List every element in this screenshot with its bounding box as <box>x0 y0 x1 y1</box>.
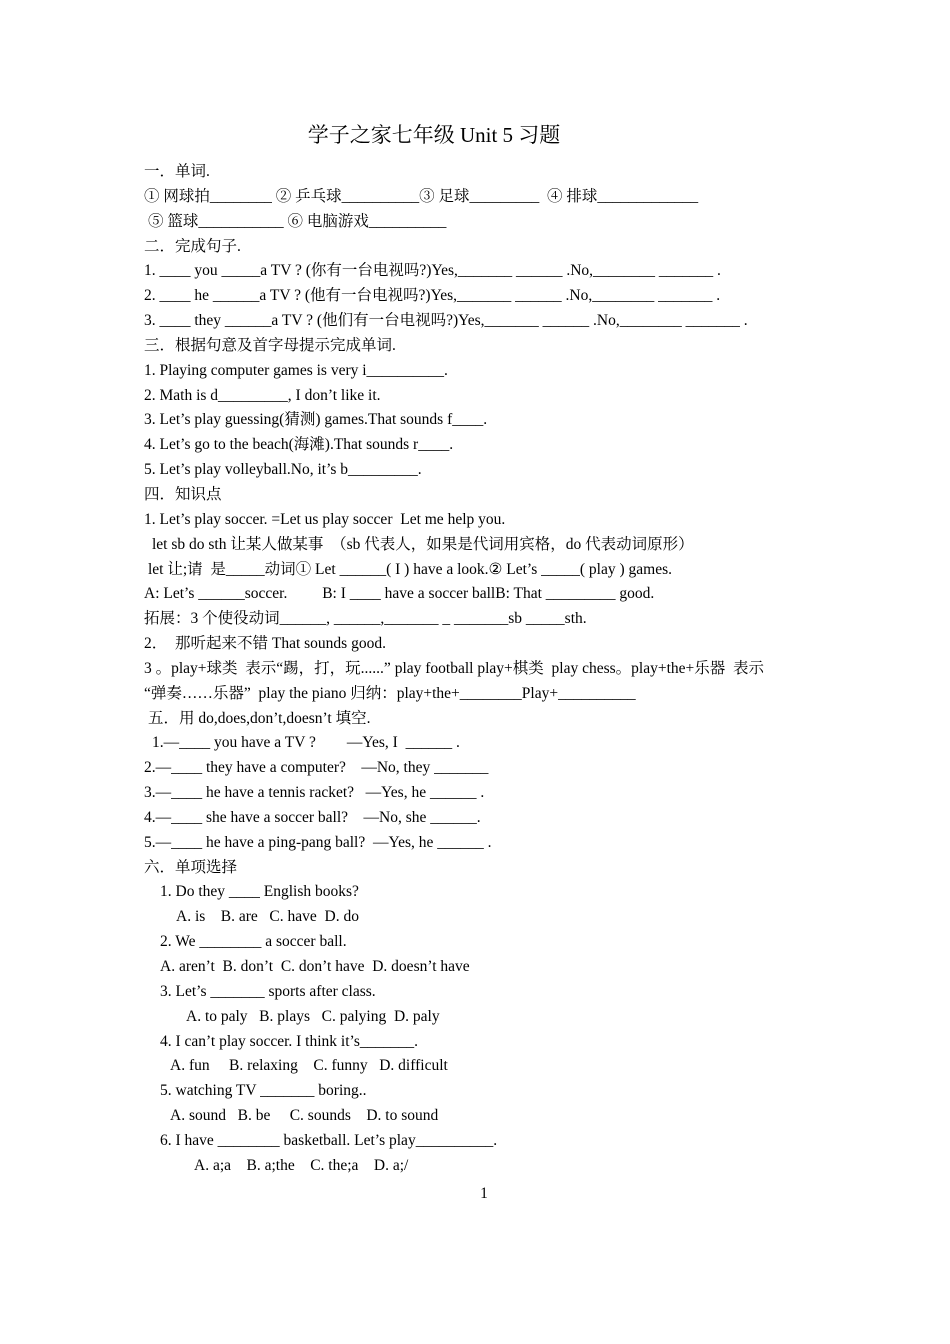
text-line: 5. watching TV _______ boring.. <box>160 1082 367 1100</box>
text-line: 一．单词. <box>144 163 210 180</box>
text-line: 5. Let’s play volleyball.No, it’s b_________. <box>144 461 422 479</box>
text-line: 2. We ________ a soccer ball. <box>160 933 347 951</box>
text-line: 1. Let’s play soccer. =Let us play soccer Let me help you. <box>144 510 506 528</box>
text-line: 四．知识点 <box>144 485 222 503</box>
text-line: 4. Let’s go to the beach(海滩).That sounds r____. <box>144 436 454 454</box>
text-line: A. fun B. relaxing C. funny D. difficult <box>170 1057 448 1075</box>
text-line: ⑤ 篮球___________ ⑥ 电脑游戏__________ <box>148 212 447 230</box>
text-line: 3. Let’s play guessing(猜测) games.That sounds f____. <box>144 411 488 429</box>
text-line: 1. Do they ____ English books? <box>160 883 359 901</box>
text-line: 1.—____ you have a TV ? —Yes, I ______ . <box>152 734 460 752</box>
text-line: A. to paly B. plays C. palying D. paly <box>186 1007 440 1025</box>
text-line: 4.—____ she have a soccer ball? —No, she ______. <box>144 808 481 826</box>
text-line: 1. ____ you _____a TV ? (你有一台电视吗?)Yes,_______ ______ .No,________ _______ . <box>144 262 721 280</box>
text-line: let sb do sth 让某人做某事 （sb 代表人，如果是代词用宾格，do 代表动词原形） <box>152 535 694 553</box>
text-line: A. sound B. be C. sounds D. to sound <box>170 1107 439 1125</box>
text-line: 2. Math is d_________, I don’t like it. <box>144 386 381 404</box>
text-line: 拓展：3 个使役动词______, ______,_______ _ _______sb _____sth. <box>144 610 587 628</box>
text-line: 六．单项选择 <box>144 858 238 876</box>
text-line: A. a;a B. a;the C. the;a D. a;/ <box>194 1156 409 1174</box>
text-line: 6. I have ________ basketball. Let’s play__________. <box>160 1131 498 1149</box>
text-line: 三．根据句意及首字母提示完成单词. <box>144 336 396 354</box>
text-line: 1. Playing computer games is very i__________. <box>144 361 448 379</box>
text-line: 3 。play+球类 表示“踢，打，玩......” play football play+棋类 play chess。play+the+乐器 表示 <box>144 659 765 677</box>
text-line: A. aren’t B. don’t C. don’t have D. doesn’t have <box>160 958 470 975</box>
document-title: 学子之家七年级 Unit 5 习题 <box>307 123 561 147</box>
text-line: 3. ____ they ______a TV ? (他们有一台电视吗?)Yes,_______ ______ .No,________ _______ . <box>144 312 748 330</box>
page-number: 1 <box>480 1185 488 1202</box>
text-line: A. is B. are C. have D. do <box>176 908 359 926</box>
text-line: 3.—____ he have a tennis racket? —Yes, he ______ . <box>144 784 485 802</box>
text-line: 4. I can’t play soccer. I think it’s_______. <box>160 1032 418 1050</box>
text-line: let 让;请 是_____动词① Let ______( I ) have a look.② Let’s _____( play ) games. <box>148 560 673 578</box>
text-line: 五．用 do,does,don’t,doesn’t 填空. <box>148 709 371 727</box>
text-line: A: Let’s ______soccer. B: I ____ have a soccer ballB: That _________ good. <box>144 585 655 603</box>
text-line: 2.—____ they have a computer? —No, they _______ <box>144 759 489 777</box>
text-line: 2． 那听起来不错 That sounds good. <box>144 635 386 653</box>
text-line: ① 网球拍________ ② 乒乓球__________③ 足球_________ ④ 排球_____________ <box>144 187 699 205</box>
text-line: 2. ____ he ______a TV ? (他有一台电视吗?)Yes,_______ ______ .No,________ _______ . <box>144 287 721 305</box>
text-line: “弹奏……乐器” play the piano 归纳：play+the+________Play+__________ <box>144 684 636 702</box>
text-line: 二．完成句子. <box>144 237 241 255</box>
text-line: 5.—____ he have a ping-pang ball? —Yes, he ______ . <box>144 833 492 851</box>
text-line: 3. Let’s _______ sports after class. <box>160 982 376 1000</box>
document-body <box>0 160 950 1179</box>
